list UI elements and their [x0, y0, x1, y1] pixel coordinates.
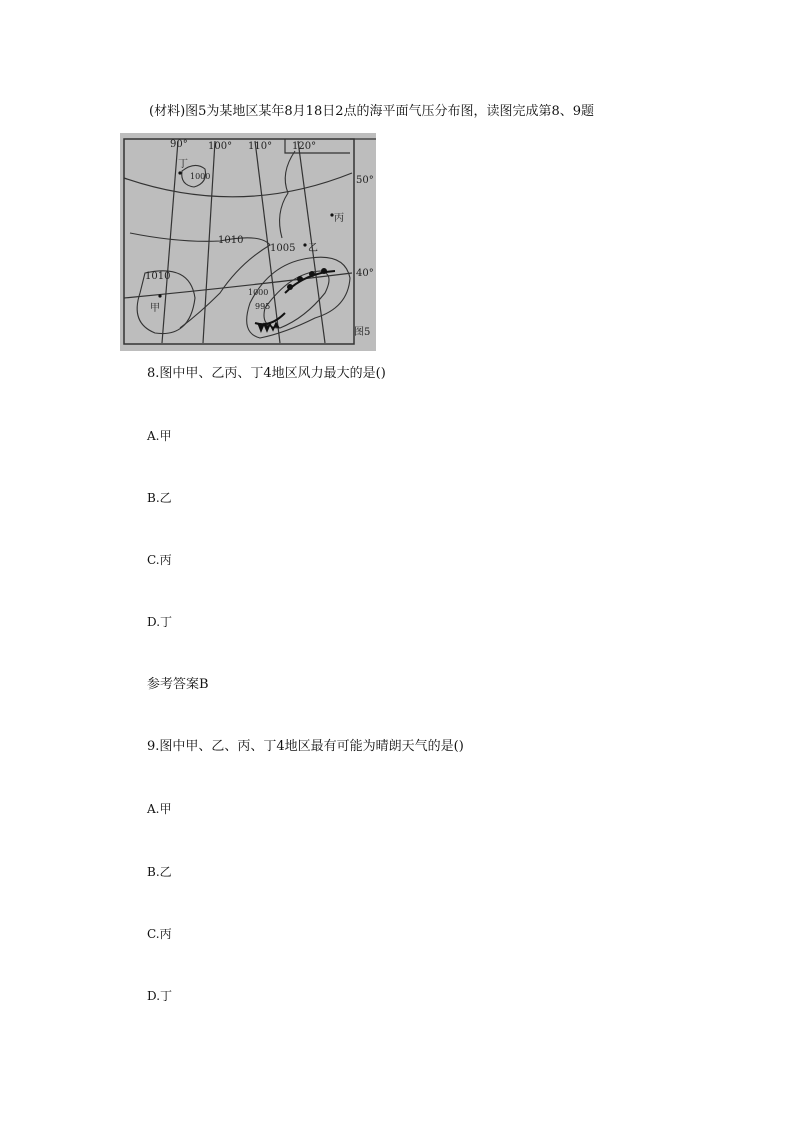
lat-label-50: 50° [356, 175, 374, 186]
question-9-option-c: C.丙 [147, 927, 172, 941]
question-8-option-a: A.甲 [147, 429, 172, 443]
lon-label-90: 90° [170, 139, 188, 150]
figure-label: 图5 [354, 327, 371, 338]
isobar-label-1010-b: 1010 [145, 271, 171, 282]
material-intro: (材料)图5为某地区某年8月18日2点的海平面气压分布图，读图完成第8、9题 [149, 104, 595, 119]
question-8-option-c: C.丙 [147, 553, 172, 567]
lon-label-110: 110° [248, 141, 273, 152]
place-label-bing: 丙 [334, 213, 344, 224]
lon-label-120: 120° [292, 141, 317, 152]
place-label-jia: 甲 [150, 303, 160, 314]
isobar-label-1005: 1005 [270, 243, 296, 254]
sea-level-pressure-map [120, 133, 376, 351]
question-8-stem: 8.图中甲、乙丙、丁4地区风力最大的是() [147, 366, 386, 381]
question-9-option-a: A.甲 [147, 802, 172, 816]
question-8-option-b: B.乙 [147, 491, 172, 505]
lon-label-100: 100° [208, 141, 233, 152]
question-9-option-d: D.丁 [147, 989, 173, 1003]
question-8-answer: 参考答案B [147, 677, 209, 692]
isobar-label-995: 995 [255, 302, 271, 311]
question-9-option-b: B.乙 [147, 865, 172, 879]
question-9-stem: 9.图中甲、乙、丙、丁4地区最有可能为晴朗天气的是() [147, 739, 464, 754]
lat-label-40: 40° [356, 268, 374, 279]
isobar-label-1010-a: 1010 [218, 235, 244, 246]
isobar-label-1000-high: 1000 [190, 172, 211, 181]
isobar-label-1000: 1000 [248, 288, 269, 297]
place-label-yi: 乙 [308, 243, 318, 254]
question-8-option-d: D.丁 [147, 615, 173, 629]
place-label-ding: 丁 [178, 159, 188, 170]
